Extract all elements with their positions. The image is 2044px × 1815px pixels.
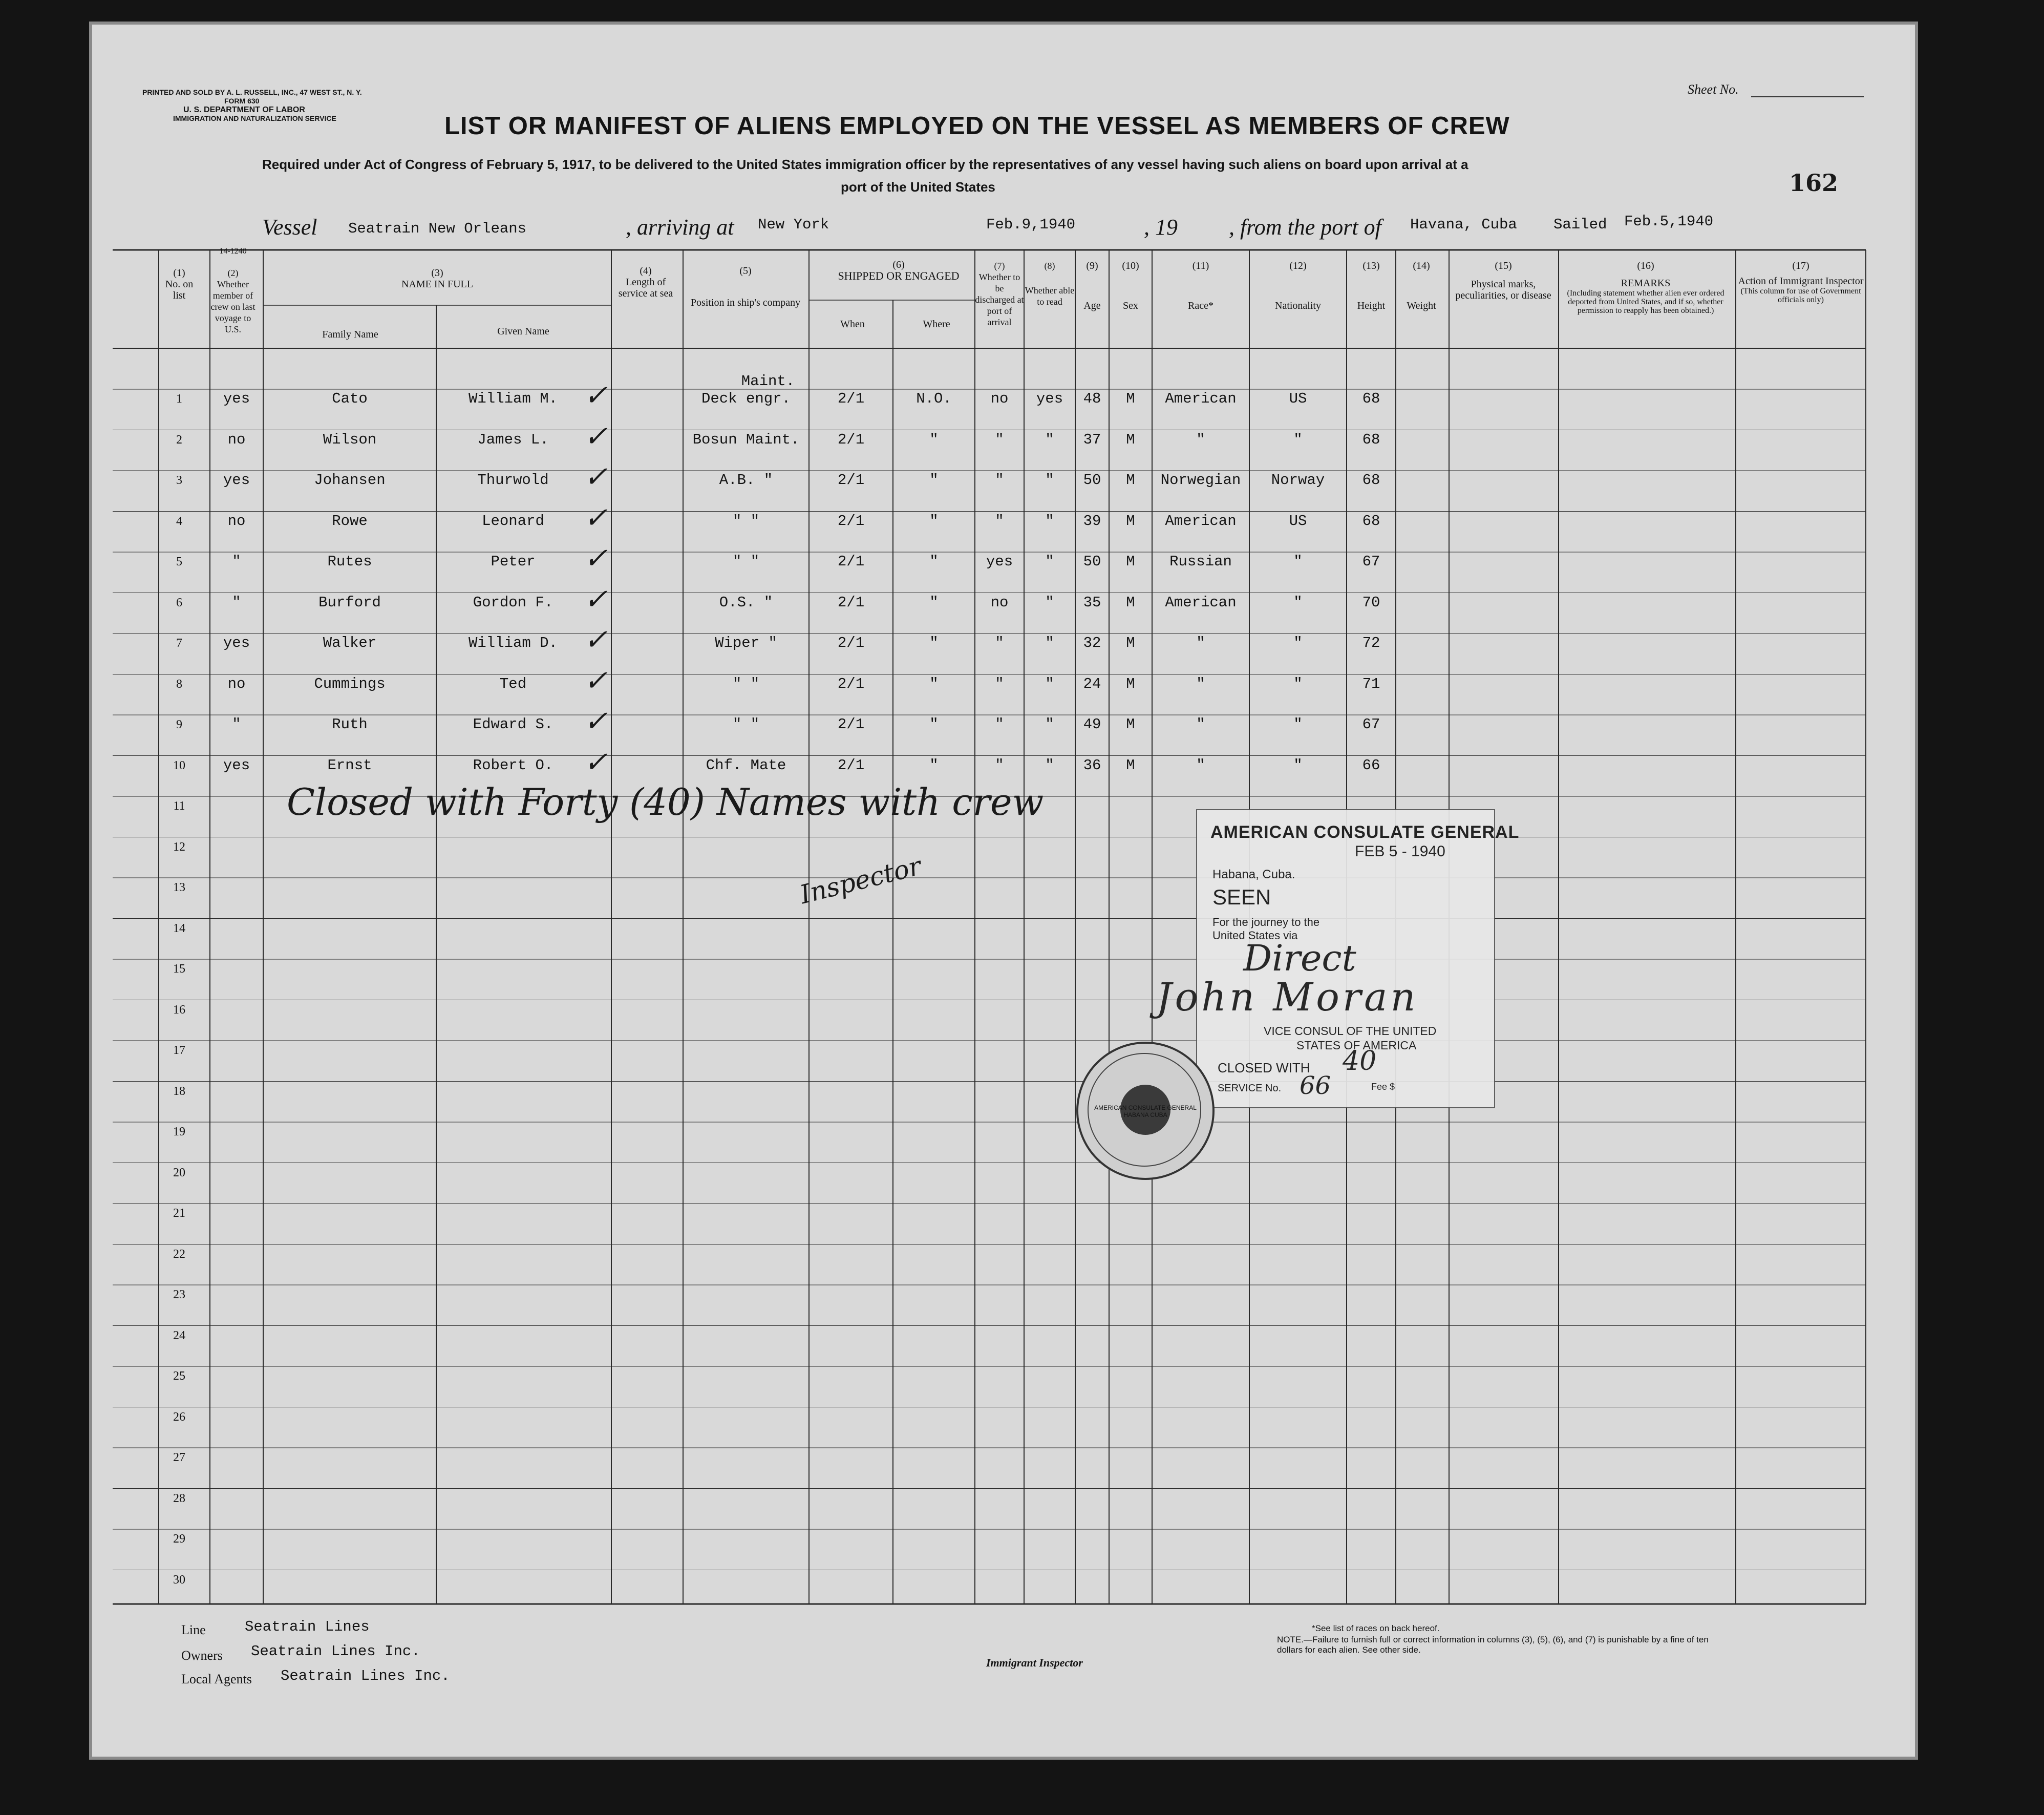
printer-line-2: FORM 630 [224,97,260,105]
height-cell: 67 [1362,553,1380,570]
sex-cell: M [1126,594,1135,611]
col3-label: NAME IN FULL [401,279,473,290]
shipped-when-cell: 2/1 [837,553,865,570]
col13-label: Height [1357,300,1386,311]
col6-num: (6) [892,259,905,270]
sex-cell: M [1126,390,1135,407]
col16-label: REMARKS [1621,278,1671,289]
row-number: 7 [176,637,182,650]
col14-label: Weight [1407,300,1436,311]
sex-cell: M [1126,635,1135,651]
prev-voyage-cell: no [227,431,246,448]
prev-voyage-cell: no [227,512,246,530]
prev-voyage-cell: no [227,675,246,692]
col17-num: (17) [1792,260,1809,271]
family-name-cell: Cato [332,390,368,407]
row-number: 10 [173,758,185,772]
sailed-date: Feb.5,1940 [1624,213,1714,230]
col6-when-header: When [840,319,865,330]
row-number: 13 [173,881,185,894]
given-name-cell: Edward S. [473,716,553,733]
row-number: 2 [176,433,182,447]
race-cell: " [1196,635,1205,651]
row-number: 25 [173,1369,185,1383]
position-cell: " " [732,553,760,570]
shipped-where-cell: " [929,594,939,611]
requirement-line-2: port of the United States [841,179,995,195]
footer-owners-label: Owners [181,1648,223,1663]
position-cell: Deck engr. [701,390,791,407]
col5-header [684,265,807,308]
row-number: 18 [173,1084,185,1098]
footer-owners-value: Seatrain Lines Inc. [251,1643,420,1660]
handwritten-closing-note: Closed with Forty (40) Names with crew [287,780,1044,824]
nationality-cell: US [1289,512,1307,530]
stamp-consul-signature: John Moran [1156,974,1419,1020]
footer-fine-note: NOTE.—Failure to furnish full or correct information in columns (3), (5), (6), and (7) is punishable by a fine of ten dollars for each alien. See other side. [1277,1635,1709,1655]
prev-voyage-cell: " [232,553,241,570]
able-to-read-cell: " [1045,553,1054,570]
col11-label: Race* [1188,300,1213,311]
printer-line-3: U. S. DEPARTMENT OF LABOR [183,105,305,114]
given-name-cell: William M. [468,390,558,407]
discharged-cell: " [995,512,1004,530]
family-name-cell: Ruth [332,716,368,733]
col4-label: Length of service at sea [618,277,673,299]
col8-num: (8) [1044,261,1055,271]
col4-num: (4) [640,265,652,277]
race-cell: American [1165,512,1237,530]
col14-num: (14) [1413,260,1430,271]
prev-voyage-cell: " [232,716,241,733]
race-cell: American [1165,594,1237,611]
col11-header [1152,260,1249,311]
discharged-cell: " [995,675,1004,692]
shipped-when-cell: 2/1 [837,594,865,611]
col16-header [1559,260,1733,315]
age-cell: 49 [1083,716,1101,733]
able-to-read-cell: " [1045,635,1054,651]
family-name-cell: Cummings [314,675,386,692]
age-cell: 50 [1083,472,1101,489]
col15-header [1452,260,1555,301]
age-cell: 48 [1083,390,1101,407]
discharged-cell: no [990,390,1009,407]
height-cell: 68 [1362,390,1380,407]
position-cell: Bosun Maint. [692,431,800,448]
col12-label: Nationality [1275,300,1321,311]
col8-header [1024,260,1075,307]
col6-label: SHIPPED OR ENGAGED [838,269,960,282]
arrival-date: Feb.9,1940 [986,216,1076,233]
height-cell: 68 [1362,472,1380,489]
col6-header [809,259,988,282]
discharged-cell: no [990,594,1009,611]
discharged-cell: " [995,756,1004,774]
seal-text: AMERICAN CONSULATE GENERAL HABANA CUBA [1094,1104,1197,1118]
from-port: Havana, Cuba [1410,216,1517,233]
sex-cell: M [1126,431,1135,448]
check-mark-icon: ✓ [584,419,608,453]
nationality-cell: " [1293,635,1303,651]
shipped-where-cell: " [929,675,939,692]
age-cell: 24 [1083,675,1101,692]
discharged-cell: " [995,472,1004,489]
col2-header [206,267,260,335]
nationality-cell: " [1293,756,1303,774]
shipped-where-cell: " [929,553,939,570]
sex-cell: M [1126,756,1135,774]
prev-voyage-cell: yes [223,472,250,489]
row-number: 1 [176,392,182,406]
footer-inspector-label: Immigrant Inspector [986,1656,1083,1669]
shipped-when-cell: 2/1 [837,472,865,489]
nationality-cell: " [1293,431,1303,448]
nationality-cell: US [1289,390,1307,407]
age-cell: 39 [1083,512,1101,530]
discharged-cell: " [995,431,1004,448]
check-mark-icon: ✓ [584,542,608,575]
shipped-when-cell: 2/1 [837,431,865,448]
consulate-seal [1076,1042,1215,1180]
able-to-read-cell: " [1045,431,1054,448]
year-label: , 19 [1144,215,1178,240]
col16-num: (16) [1637,260,1654,271]
height-cell: 67 [1362,716,1380,733]
shipped-where-cell: " [929,431,939,448]
col17-sub: (This column for use of Government officials only) [1740,287,1861,304]
position-note-cell: Maint. [741,373,795,390]
stamp-journey-1: For the journey to the [1212,916,1320,928]
footer-line-label: Line [181,1622,206,1637]
prev-voyage-cell: yes [223,635,250,651]
nationality-cell: " [1293,594,1303,611]
sex-cell: M [1126,675,1135,692]
stamp-vice-1: VICE CONSUL OF THE UNITED [1264,1024,1437,1038]
given-name-cell: William D. [468,635,558,651]
col1-label: No. on list [165,279,194,301]
check-mark-icon: ✓ [584,501,608,535]
stamp-service-value: 66 [1300,1071,1331,1100]
col9-num: (9) [1086,260,1098,271]
sex-cell: M [1126,716,1135,733]
height-cell: 72 [1362,635,1380,651]
row-number: 16 [173,1003,185,1017]
position-cell: O.S. " [719,594,773,611]
row-number: 9 [176,718,182,731]
check-mark-icon: ✓ [584,379,608,412]
row-number: 14 [173,921,185,935]
row-number: 26 [173,1410,185,1424]
col8-label: Whether able to read [1025,285,1075,307]
able-to-read-cell: yes [1036,390,1063,407]
race-cell: Russian [1169,553,1232,570]
nationality-cell: " [1293,675,1303,692]
check-mark-icon: ✓ [584,745,608,779]
race-cell: " [1196,716,1205,733]
given-name-cell: Robert O. [473,756,553,774]
family-name-cell: Ernst [327,756,372,774]
col7-header [975,260,1024,328]
sex-cell: M [1126,512,1135,530]
family-name-cell: Rowe [332,512,368,530]
given-name-cell: James L. [477,431,549,448]
shipped-when-cell: 2/1 [837,635,865,651]
printer-line-4: IMMIGRATION AND NATURALIZATION SERVICE [173,114,336,122]
col3-given-header: Given Name [497,326,549,337]
family-name-cell: Rutes [327,553,372,570]
able-to-read-cell: " [1045,472,1054,489]
col12-header [1249,260,1347,311]
age-cell: 37 [1083,431,1101,448]
requirement-line-1: Required under Act of Congress of February 5, 1917, to be delivered to the United States immigration officer by the representatives of any vessel having such aliens on board upon arrival at a [262,157,1468,172]
shipped-where-cell: " [929,512,939,530]
prev-voyage-cell: yes [223,390,250,407]
position-cell: Wiper " [715,635,777,651]
height-cell: 68 [1362,512,1380,530]
footer-agents-label: Local Agents [181,1672,252,1686]
arriving-label: , arriving at [626,215,734,240]
check-mark-icon: ✓ [584,582,608,616]
col4-header [612,265,679,299]
page-number: 162 [1789,169,1839,197]
col10-num: (10) [1122,260,1139,271]
col2-label: Whether member of crew on last voyage to U.S. [210,279,256,334]
age-cell: 35 [1083,594,1101,611]
sex-cell: M [1126,472,1135,489]
position-cell: " " [732,716,760,733]
printer-line-1: PRINTED AND SOLD BY A. L. RUSSELL, INC., 47 WEST ST., N. Y. [142,88,362,96]
col1-header [159,267,200,301]
row-number: 22 [173,1247,185,1261]
col3-num: (3) [431,267,443,279]
shipped-when-cell: 2/1 [837,512,865,530]
age-cell: 50 [1083,553,1101,570]
height-cell: 68 [1362,431,1380,448]
col10-header [1109,260,1152,311]
prev-voyage-cell: " [232,594,241,611]
discharged-cell: " [995,635,1004,651]
check-mark-icon: ✓ [584,705,608,738]
col13-num: (13) [1362,260,1380,271]
stamp-service-label: SERVICE No. [1218,1083,1282,1094]
check-mark-icon: ✓ [584,623,608,657]
col11-num: (11) [1192,260,1209,271]
able-to-read-cell: " [1045,594,1054,611]
stamp-vice-2: STATES OF AMERICA [1296,1039,1417,1052]
row-number: 27 [173,1451,185,1464]
sex-cell: M [1126,553,1135,570]
row-number: 17 [173,1044,185,1057]
footer-line-value: Seatrain Lines [245,1618,370,1635]
discharged-cell: " [995,716,1004,733]
given-name-cell: Ted [499,675,527,692]
shipped-where-cell: " [929,635,939,651]
footer-agents-value: Seatrain Lines Inc. [281,1668,450,1684]
race-cell: " [1196,675,1205,692]
col9-label: Age [1083,300,1101,311]
consulate-stamp [1156,809,1520,1108]
page-title: LIST OR MANIFEST OF ALIENS EMPLOYED ON THE VESSEL AS MEMBERS OF CREW [444,112,1510,140]
col10-label: Sex [1123,300,1138,311]
row-number: 15 [173,962,185,976]
family-name-cell: Burford [318,594,381,611]
position-cell: A.B. " [719,472,773,489]
col3-family-header: Family Name [322,329,378,340]
row-number: 12 [173,840,185,854]
height-cell: 70 [1362,594,1380,611]
able-to-read-cell: " [1045,512,1054,530]
stamp-date: FEB 5 - 1940 [1355,843,1445,860]
col2-small: 14-1240 [219,247,247,256]
nationality-cell: " [1293,716,1303,733]
family-name-cell: Johansen [314,472,386,489]
row-number: 20 [173,1166,185,1179]
check-mark-icon: ✓ [584,664,608,698]
col15-label: Physical marks, peculiarities, or disease [1455,279,1551,301]
stamp-closed-value: 40 [1343,1046,1377,1077]
height-cell: 71 [1362,675,1380,692]
position-cell: Chf. Mate [706,756,786,774]
footer-races-note: *See list of races on back hereof. [1312,1623,1440,1633]
col5-num: (5) [739,265,752,277]
check-mark-icon: ✓ [584,460,608,494]
row-number: 23 [173,1288,185,1301]
col15-num: (15) [1495,260,1512,271]
age-cell: 32 [1083,635,1101,651]
stamp-seen: SEEN [1212,885,1271,909]
race-cell: American [1165,390,1237,407]
shipped-when-cell: 2/1 [837,390,865,407]
stamp-journey-2: United States via [1212,929,1298,942]
col5-label: Position in ship's company [690,297,801,308]
col17-label: Action of Immigrant Inspector [1738,276,1864,287]
sheet-number-line [1751,96,1864,97]
able-to-read-cell: " [1045,756,1054,774]
col1-num: (1) [173,267,185,279]
col17-header [1737,260,1865,304]
stamp-via-handwritten: Direct [1243,937,1356,979]
discharged-cell: yes [986,553,1013,570]
age-cell: 36 [1083,756,1101,774]
col14-header [1396,260,1447,311]
col12-num: (12) [1289,260,1307,271]
col7-num: (7) [994,261,1005,271]
col9-header [1075,260,1109,311]
stamp-consulate: AMERICAN CONSULATE GENERAL [1210,822,1520,842]
stamp-closed-label: CLOSED WITH [1218,1060,1310,1075]
row-number: 5 [176,555,182,568]
race-cell: Norwegian [1160,472,1241,489]
row-number: 3 [176,474,182,487]
family-name-cell: Walker [323,635,377,651]
stamp-city: Habana, Cuba. [1212,868,1295,881]
given-name-cell: Peter [491,553,536,570]
row-number: 4 [176,514,182,528]
from-label: , from the port of [1229,215,1381,240]
row-number: 8 [176,677,182,691]
col3-header [263,267,611,290]
printer-info [142,88,362,123]
col16-sub: (Including statement whether alien ever ordered deported from United States, and if so, whether permission to reapply has been obtained.) [1567,289,1724,315]
given-name-cell: Gordon F. [473,594,553,611]
row-number: 21 [173,1207,185,1220]
nationality-cell: " [1293,553,1303,570]
race-cell: " [1196,431,1205,448]
shipped-where-cell: " [929,716,939,733]
vessel-name: Seatrain New Orleans [348,220,527,237]
able-to-read-cell: " [1045,675,1054,692]
shipped-where-cell: N.O. [916,390,952,407]
shipped-when-cell: 2/1 [837,675,865,692]
arriving-port: New York [758,216,829,233]
row-number: 24 [173,1328,185,1342]
col13-header [1347,260,1396,311]
able-to-read-cell: " [1045,716,1054,733]
row-number: 28 [173,1491,185,1505]
vessel-label: Vessel [262,215,317,240]
prev-voyage-cell: yes [223,756,250,774]
inspector-signature: Inspector [797,851,924,910]
race-cell: " [1196,756,1205,774]
position-cell: " " [732,675,760,692]
shipped-when-cell: 2/1 [837,716,865,733]
stamp-fee: Fee $ [1371,1082,1395,1092]
shipped-where-cell: " [929,756,939,774]
family-name-cell: Wilson [323,431,377,448]
position-cell: " " [732,512,760,530]
sailed-label: Sailed [1553,216,1607,233]
col6-where-header: Where [923,319,950,330]
row-number: 19 [173,1125,185,1138]
row-number: 6 [176,596,182,609]
given-name-cell: Leonard [482,512,544,530]
row-number: 11 [173,799,185,813]
col2-num: (2) [227,268,239,278]
sheet-label: Sheet No. [1688,82,1739,97]
given-name-cell: Thurwold [477,472,549,489]
row-number: 29 [173,1532,185,1546]
nationality-cell: Norway [1271,472,1325,489]
shipped-when-cell: 2/1 [837,756,865,774]
height-cell: 66 [1362,756,1380,774]
row-number: 30 [173,1573,185,1587]
shipped-where-cell: " [929,472,939,489]
col7-label: Whether to be discharged at port of arrival [975,272,1024,327]
